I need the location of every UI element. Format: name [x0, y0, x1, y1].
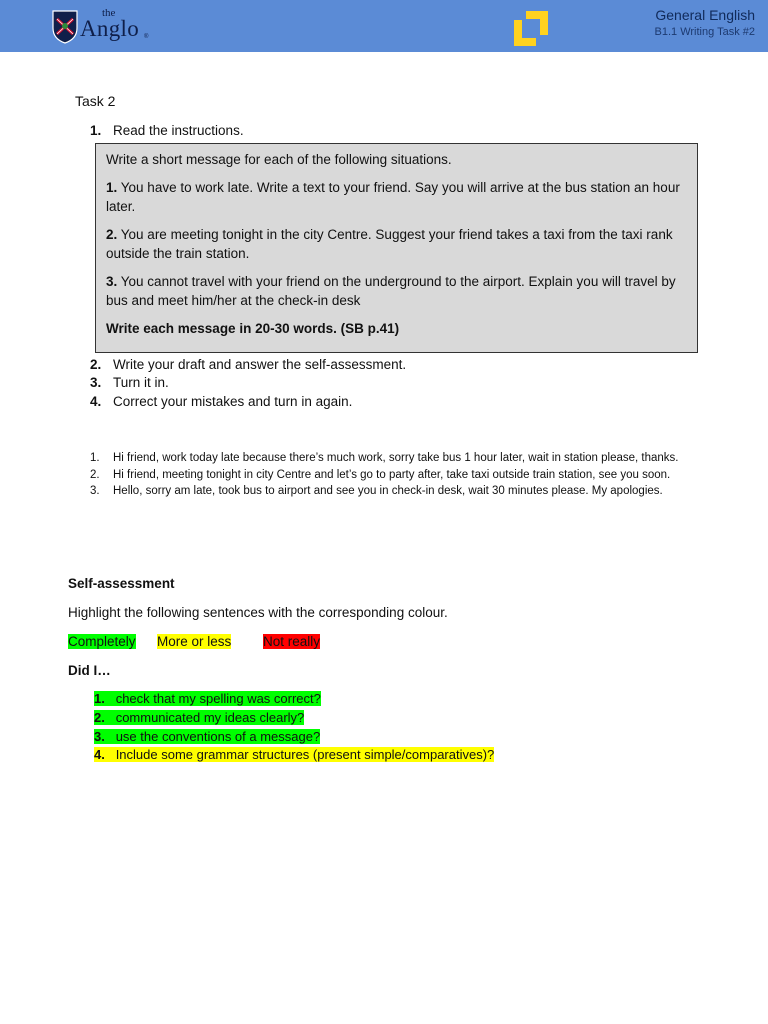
step-number: 1.: [90, 123, 102, 138]
self-assessment-title: Self-assessment: [68, 576, 175, 591]
course-title: General English: [655, 7, 755, 23]
legend-more-or-less: More or less: [157, 634, 232, 649]
step-text: Correct your mistakes and turn in again.: [113, 394, 353, 409]
criterion-text: check that my spelling was correct?: [115, 691, 321, 706]
step-text: Turn it in.: [113, 375, 169, 390]
situation-item: [106, 272, 687, 310]
step-text: Write your draft and answer the self-assessment.: [113, 357, 407, 372]
criterion-number: 3.: [94, 729, 105, 744]
situation-text: You have to work late. Write a text to your friend. Say you will arrive at the bus station an hour later.: [106, 180, 680, 214]
course-subtitle: B1.1 Writing Task #2: [654, 26, 755, 38]
situation-text: You are meeting tonight in the city Centre. Suggest your friend takes a taxi from the taxi rank outside the train station.: [106, 227, 673, 261]
page-header: [0, 0, 768, 52]
criterion-item: [94, 710, 304, 725]
logo-name: Anglo: [80, 16, 139, 41]
answer-number: 1.: [90, 452, 100, 464]
answer-item: [90, 483, 700, 500]
instructions-box: [95, 143, 698, 353]
step-number: 3.: [90, 375, 102, 390]
criterion-number: 2.: [94, 710, 105, 725]
answer-item: [90, 467, 700, 484]
criterion-text: Include some grammar structures (present simple/comparatives)?: [115, 747, 495, 762]
criterion-number: 4.: [94, 747, 105, 762]
criterion-item: [94, 747, 494, 762]
answer-number: 2.: [90, 468, 100, 481]
answer-list: [90, 450, 700, 500]
task-title: Task 2: [75, 93, 116, 109]
situation-item: [106, 225, 687, 263]
answer-text: Hi friend, meeting tonight in city Centre and let’s go to party after, take taxi outside train station, see you soon.: [113, 468, 671, 481]
word-count-note: Write each message in 20-30 words. (SB p.41): [106, 321, 400, 336]
step-text: Read the instructions.: [113, 123, 244, 138]
instructions-intro: Write a short message for each of the following situations.: [106, 152, 452, 167]
criterion-text: use the conventions of a message?: [115, 729, 321, 744]
logo-small-text: the: [102, 7, 116, 19]
criterion-item: [94, 729, 320, 744]
answer-item: [90, 450, 700, 467]
situation-number: 2.: [106, 227, 118, 242]
answer-text: Hello, sorry am late, took bus to airport and see you in check-in desk, wait 30 minutes please. My apologies.: [113, 485, 663, 497]
legend-completely: Completely: [68, 634, 136, 649]
instructions-footer: [106, 319, 687, 338]
step-number: 2.: [90, 357, 102, 372]
situation-number: 3.: [106, 274, 118, 289]
criterion-number: 1.: [94, 691, 105, 706]
brand-square-icon: [514, 11, 548, 46]
situation-item: [106, 178, 687, 216]
criterion-item: [94, 691, 321, 706]
criterion-text: communicated my ideas clearly?: [115, 710, 305, 725]
situation-number: 1.: [106, 180, 118, 195]
answer-text: Hi friend, work today late because there’s much work, sorry take bus 1 hour later, wait in station please, thanks.: [113, 452, 679, 464]
anglo-logo: [52, 8, 162, 48]
step-number: 4.: [90, 394, 102, 409]
legend-not-really: Not really: [263, 634, 321, 649]
logo-registered-mark: ®: [144, 34, 149, 40]
self-assessment-instruction: Highlight the following sentences with the corresponding colour.: [68, 605, 448, 620]
situation-text: You cannot travel with your friend on the underground to the airport. Explain you will travel by bus and meet him/her at the check-in desk: [106, 274, 676, 308]
did-i-label: Did I…: [68, 663, 111, 678]
answer-number: 3.: [90, 485, 100, 497]
shield-crest-icon: [52, 10, 78, 44]
